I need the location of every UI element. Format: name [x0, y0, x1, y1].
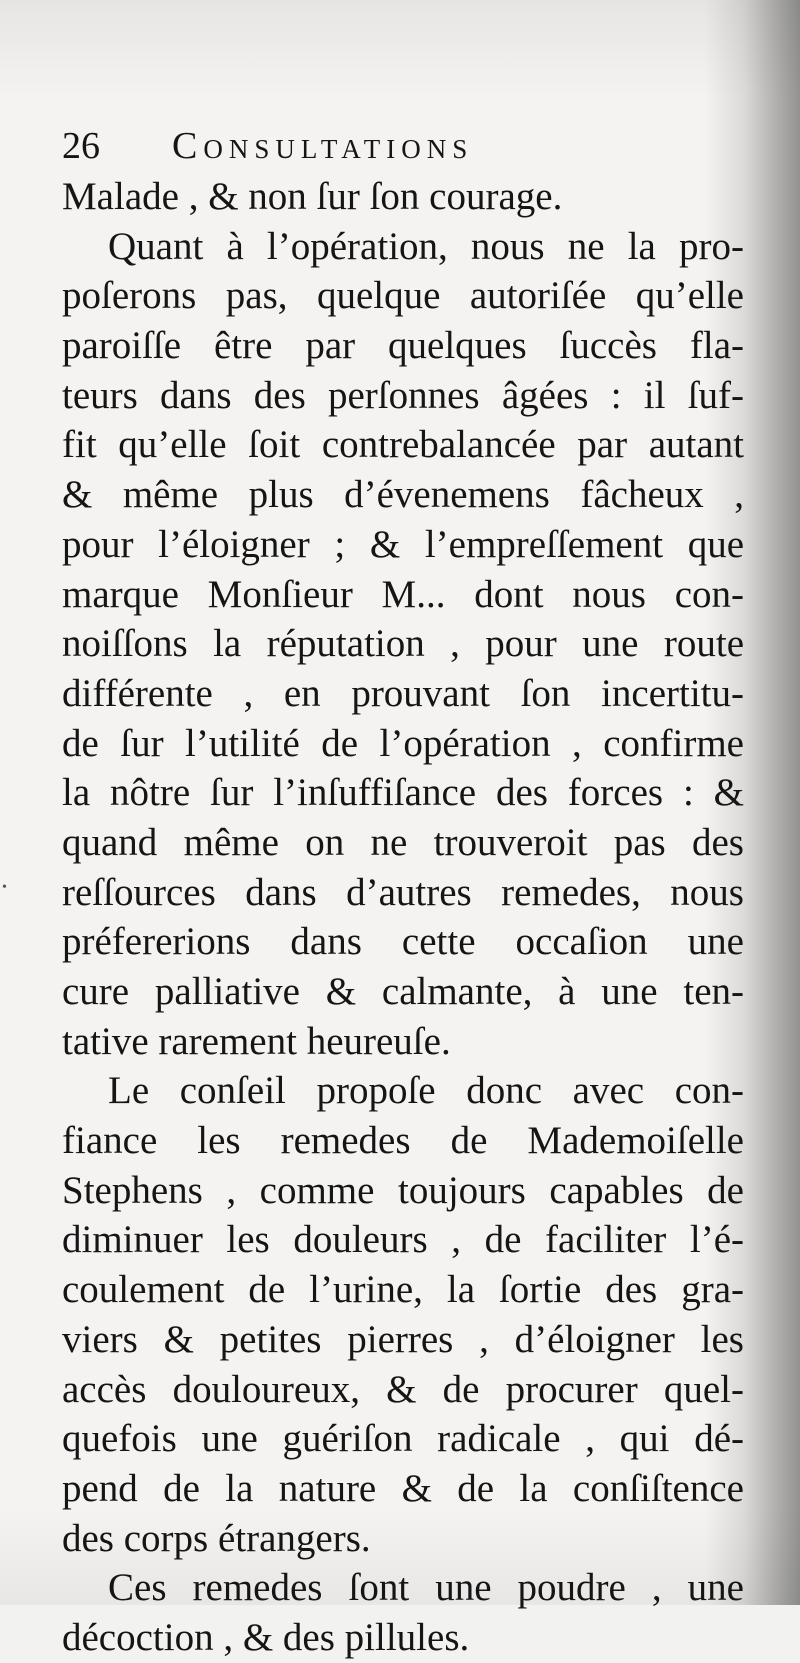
page-number: 26: [62, 125, 100, 167]
text-line: noiſſons la réputation , pour une route: [62, 622, 744, 666]
text-line: différente , en prouvant ſon incertitu-: [62, 671, 744, 715]
running-head: [62, 120, 742, 172]
text-line: quefois une guériſon radicale , qui dé-: [62, 1417, 744, 1461]
text-line: poſerons pas, quelque autoriſée qu’elle: [62, 274, 744, 318]
text-line: pour l’éloigner ; & l’empreſſement que: [62, 522, 744, 566]
text-line: préfererions dans cette occaſion une: [62, 920, 744, 964]
text-line: coulement de l’urine, la ſortie des gra-: [62, 1268, 744, 1312]
margin-speck: •: [2, 880, 7, 895]
text-line: teurs dans des perſonnes âgées : il ſuf-: [62, 373, 744, 417]
text-line: accès douloureux, & de procurer quel-: [62, 1367, 744, 1411]
text-line: la nôtre ſur l’inſuffiſance des forces : &: [62, 771, 744, 815]
body-text: [62, 172, 744, 1663]
text-line: cure palliative & calmante, à une ten-: [62, 970, 744, 1013]
text-line: Malade , & non ſur ſon courage.: [62, 175, 563, 218]
text-line: des corps étrangers.: [62, 1516, 371, 1560]
text-line: tative rarement heureuſe.: [62, 1019, 451, 1063]
text-line: paroiſſe être par quelques ſuccès fla-: [62, 324, 744, 368]
text-line: décoction , & des pillules.: [62, 1615, 470, 1659]
text-line: fit qu’elle ſoit contrebalancée par autant: [62, 423, 744, 467]
text-line: marque Monſieur M... dont nous con-: [62, 572, 744, 616]
text-line: pend de la nature & de la conſiſtence: [62, 1466, 744, 1510]
text-line: fiance les remedes de Mademoiſelle: [62, 1119, 744, 1163]
text-line: reſſources dans d’autres remedes, nous: [62, 870, 744, 914]
text-line: de ſur l’utilité de l’opération , confirme: [62, 721, 744, 765]
text-line: diminuer les douleurs , de faciliter l’é-: [62, 1218, 744, 1262]
running-title: Consultations: [172, 125, 474, 167]
text-line: Ces remedes ſont une poudre , une: [108, 1566, 744, 1610]
text-line: quand même on ne trouveroit pas des: [62, 820, 744, 864]
text-line: & même plus d’évenemens fâcheux ,: [62, 473, 744, 517]
text-line: viers & petites pierres , d’éloigner les: [62, 1317, 744, 1361]
text-line: Quant à l’opération, nous ne la pro-: [108, 224, 744, 268]
text-line: Stephens , comme toujours capables de: [62, 1168, 744, 1212]
text-line: Le conſeil propoſe donc avec con-: [108, 1069, 744, 1113]
